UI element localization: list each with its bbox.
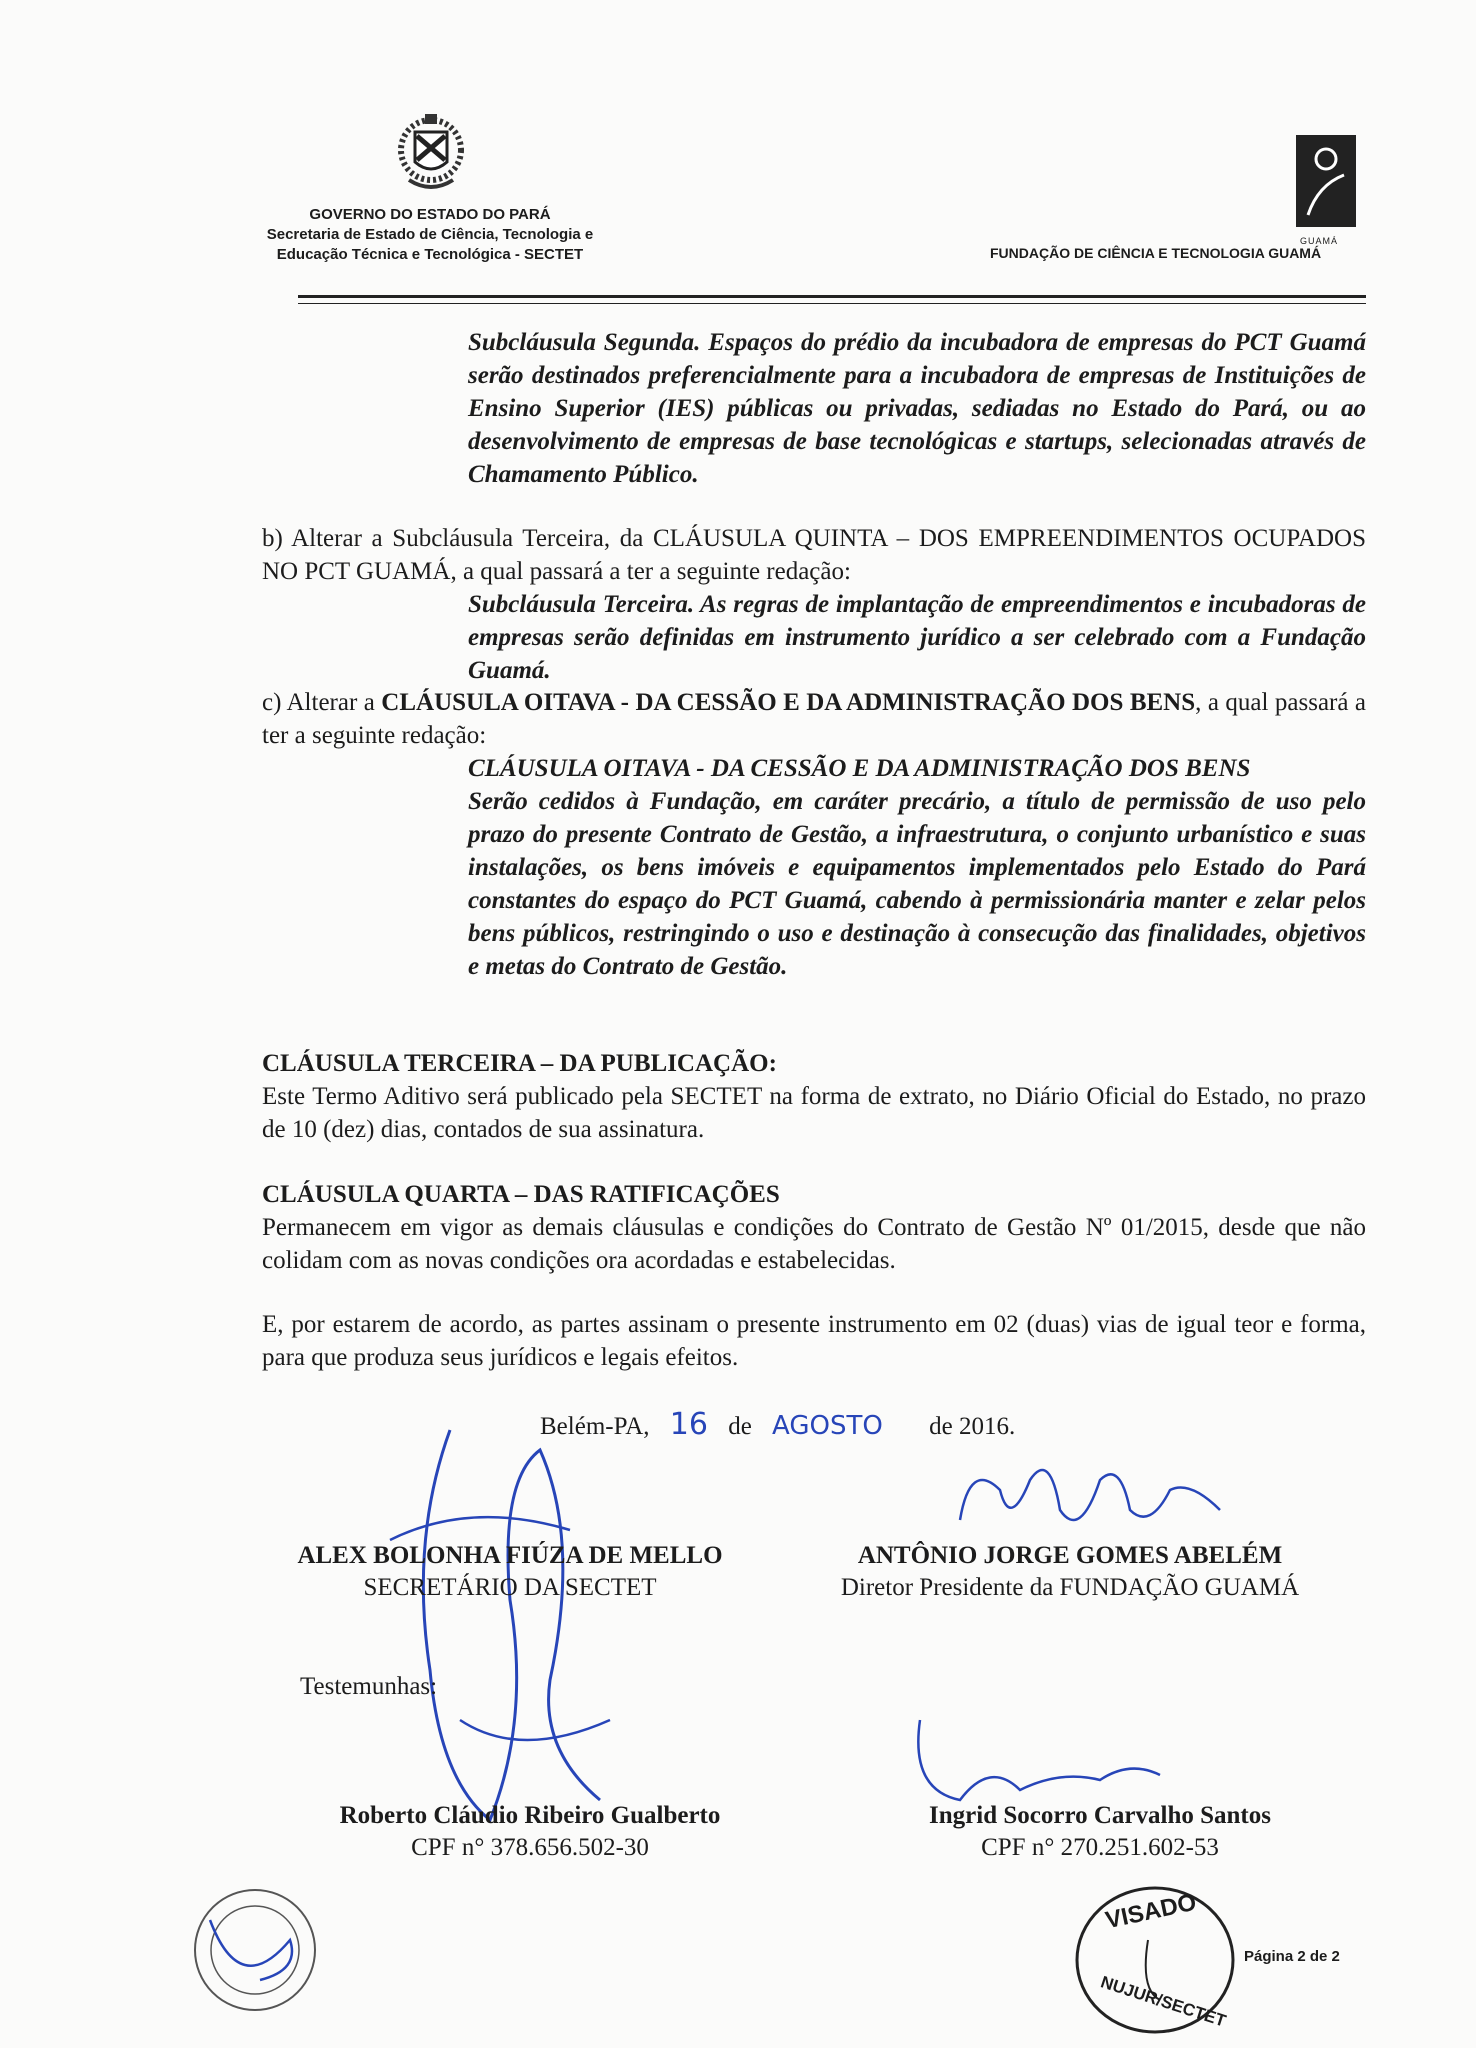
- guama-logo-caption: GUAMÁ: [1300, 236, 1339, 246]
- date-day: 16: [669, 1407, 708, 1442]
- signature-secretary: [370, 1420, 630, 1840]
- subclause-second: Subcláusula Segunda. Espaços do prédio da incubadora de empresas do PCT Guamá serão destinados preferencialmente para a incubadora de empresas de Instituições de Ensino Superior (IES) públicas ou privadas, sediadas no Estado do Pará, ou ao desenvolvimento de empresas de base tecnológicas e startups, selecionadas através de Chamamento Público.: [468, 329, 1366, 488]
- date-month: AGOSTO: [772, 1411, 883, 1441]
- item-c-post: , a qual passará a ter a seguinte redação:: [262, 689, 1367, 749]
- clause-third-title: CLÁUSULA TERCEIRA – DA PUBLICAÇÃO:: [262, 1050, 777, 1077]
- government-header: [260, 205, 600, 265]
- clause-fourth-text: Permanecem em vigor as demais cláusulas e condições do Contrato de Gestão Nº 01/2015, desde que não colidam com as novas condições ora acordadas e estabelecidas.: [262, 1214, 1366, 1274]
- foundation-header: FUNDAÇÃO DE CIÊNCIA E TECNOLOGIA GUAMÁ: [990, 245, 1322, 261]
- item-b: b) Alterar a Subcláusula Terceira, da CLÁUSULA QUINTA – DOS EMPREENDIMENTOS OCUPADOS NO PCT GUAMÁ, a qual passará a ter a seguinte redação:: [262, 525, 1366, 585]
- date-place: Belém-PA,: [540, 1413, 650, 1440]
- page-number: Página 2 de 2: [1244, 1948, 1340, 1965]
- stamp-top-text: VISADO: [1103, 1888, 1199, 1935]
- clause-eighth-text: Serão cedidos à Fundação, em caráter precário, a título de permissão de uso pelo prazo do presente Contrato de Gestão, a infraestrutura, o conjunto urbanístico e suas instalações, os bens imóveis e equipamentos implementados pelo Estado do Pará constantes do espaço do PCT Guamá, cabendo à permissionária manter e zelar pelos bens públicos, restringindo o uso e destinação à consecução das finalidades, objetivos e metas do Contrato de Gestão.: [468, 788, 1366, 980]
- subclause-third: Subcláusula Terceira. As regras de implantação de empreendimentos e incubadoras de empresas serão definidas em instrumento jurídico a ser celebrado com a Fundação Guamá.: [468, 591, 1366, 684]
- signatory-left-title: SECRETÁRIO DA SECTET: [363, 1574, 657, 1601]
- witnesses-label: Testemunhas:: [300, 1673, 438, 1700]
- closing-paragraph: E, por estarem de acordo, as partes assinam o presente instrumento em 02 (duas) vias de igual teor e forma, para que produza seus jurídicos e legais efeitos.: [262, 1311, 1366, 1371]
- visado-stamp: [1070, 1880, 1240, 2040]
- header-secretariat-line2: Educação Técnica e Tecnológica - SECTET: [276, 246, 584, 263]
- header-divider: [298, 295, 1366, 298]
- date-de: de: [728, 1413, 752, 1440]
- item-c-clause: CLÁUSULA OITAVA - DA CESSÃO E DA ADMINISTRAÇÃO DOS BENS: [381, 689, 1196, 716]
- guama-logo-icon: [1290, 135, 1360, 235]
- coat-of-arms-icon: [395, 110, 467, 198]
- stamp-bottom-text: NUJUR/SECTET: [1098, 1972, 1229, 2031]
- clause-fourth-title: CLÁUSULA QUARTA – DAS RATIFICAÇÕES: [262, 1181, 780, 1208]
- item-c: [262, 686, 1366, 752]
- signatory-right-name: ANTÔNIO JORGE GOMES ABELÉM: [857, 1542, 1283, 1569]
- header-gov-line: GOVERNO DO ESTADO DO PARÁ: [309, 206, 551, 223]
- initials-stamp-icon: [180, 1880, 330, 2020]
- header-divider-thin: [298, 303, 1366, 304]
- item-c-pre: c) Alterar a: [262, 689, 382, 716]
- signature-president: [940, 1450, 1240, 1550]
- signatory-left-name: ALEX BOLONHA FIÚZA DE MELLO: [297, 1542, 723, 1569]
- witness-1-cpf: CPF n° 378.656.502-30: [411, 1834, 649, 1861]
- clause-third-text: Este Termo Aditivo será publicado pela SECTET na forma de extrato, no Diário Oficial do Estado, no prazo de 10 (dez) dias, contados de sua assinatura.: [262, 1083, 1366, 1143]
- witness-1-name: Roberto Cláudio Ribeiro Gualberto: [339, 1802, 721, 1829]
- witness-2-cpf: CPF n° 270.251.602-53: [981, 1834, 1219, 1861]
- signatory-right-title: Diretor Presidente da FUNDAÇÃO GUAMÁ: [840, 1574, 1300, 1601]
- witness-2-name: Ingrid Socorro Carvalho Santos: [929, 1802, 1271, 1829]
- clause-eighth-title: CLÁUSULA OITAVA - DA CESSÃO E DA ADMINISTRAÇÃO DOS BENS: [468, 755, 1251, 782]
- header-secretariat-line: Secretaria de Estado de Ciência, Tecnologia e: [266, 226, 594, 243]
- date-year: de 2016.: [929, 1413, 1016, 1440]
